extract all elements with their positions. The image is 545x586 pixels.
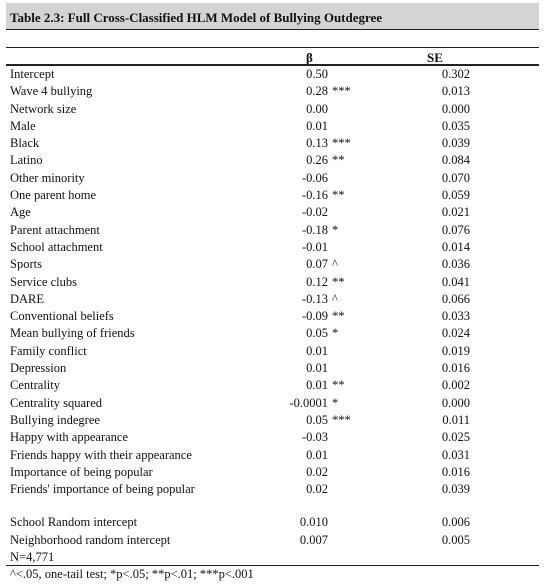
row-label: Network size (10, 101, 77, 116)
row-label: Intercept (10, 67, 55, 81)
beta-value: 0.02 (306, 482, 328, 497)
table-title: Table 2.3: Full Cross-Classified HLM Model of Bullying Outdegree (10, 10, 383, 25)
beta-value: -0.18 (301, 222, 328, 237)
row-label: Neighborhood random intercept (10, 532, 171, 547)
significance-marker: * (332, 222, 339, 237)
row-label: Wave 4 bullying (10, 84, 93, 99)
row-label: Family conflict (10, 343, 87, 358)
row-label: Depression (10, 361, 67, 376)
row-label: Male (10, 118, 36, 133)
table-row (0, 204, 545, 221)
se-value: 0.006 (441, 515, 470, 530)
footnote: ^<.05, one-tail test; *p<.05; **p<.01; ***p<.001 (10, 567, 254, 581)
table-row (0, 308, 545, 325)
significance-marker: * (332, 395, 339, 410)
se-value: 0.084 (441, 153, 470, 168)
table-row (0, 412, 545, 429)
table-row (0, 532, 545, 549)
se-value: 0.041 (441, 274, 470, 289)
table-row (0, 447, 545, 464)
beta-value: 0.26 (306, 153, 328, 168)
significance-marker: ** (332, 153, 345, 168)
row-label: DARE (10, 291, 45, 306)
beta-value: -0.0001 (289, 395, 328, 410)
se-value: 0.021 (441, 205, 470, 220)
beta-value: 0.05 (306, 412, 328, 427)
table-row (0, 291, 545, 308)
row-label: Latino (10, 153, 43, 168)
table-row (0, 66, 545, 83)
column-header-beta: β (306, 50, 313, 65)
significance-marker: *** (332, 412, 351, 427)
se-value: 0.014 (441, 239, 470, 254)
se-value: 0.000 (441, 101, 470, 116)
se-value: 0.039 (441, 482, 470, 497)
row-label: Other minority (10, 170, 85, 185)
row-label: Centrality (10, 378, 60, 393)
se-value: 0.076 (441, 222, 470, 237)
beta-value: 0.01 (306, 118, 328, 133)
se-value: 0.011 (442, 412, 470, 427)
table-row (0, 377, 545, 394)
row-label: School Random intercept (10, 515, 138, 530)
table-row (0, 429, 545, 446)
table-row (0, 464, 545, 481)
row-label: Importance of being popular (10, 464, 153, 479)
beta-value: 0.07 (306, 257, 328, 272)
beta-value: 0.50 (306, 67, 328, 81)
se-value: 0.016 (441, 464, 470, 479)
se-value: 0.059 (441, 188, 470, 203)
se-value: 0.036 (441, 257, 470, 272)
table-row (0, 514, 545, 531)
se-value: 0.033 (441, 309, 470, 324)
row-label: Happy with appearance (10, 430, 128, 445)
table-body (0, 66, 545, 566)
se-value: 0.031 (441, 447, 470, 462)
se-value: 0.035 (441, 118, 470, 133)
beta-value: 0.05 (306, 326, 328, 341)
significance-marker: ** (332, 274, 345, 289)
se-value: 0.002 (441, 378, 470, 393)
table-row (0, 101, 545, 118)
beta-value: -0.02 (301, 205, 328, 220)
column-header-se: SE (427, 50, 443, 65)
row-label: Friends happy with their appearance (10, 447, 192, 462)
row-label: One parent home (10, 188, 97, 203)
table-row (0, 83, 545, 100)
beta-value: 0.01 (306, 361, 328, 376)
significance-marker: ^ (332, 291, 338, 306)
row-label: School attachment (10, 239, 103, 254)
beta-value: -0.06 (301, 170, 328, 185)
beta-value: 0.007 (299, 532, 328, 547)
se-value: 0.070 (441, 170, 470, 185)
row-label: Bullying indegree (10, 412, 100, 427)
row-label: Sports (10, 257, 42, 272)
row-label: Mean bullying of friends (10, 326, 135, 341)
header-top-rule (6, 47, 539, 48)
se-value: 0.019 (441, 343, 470, 358)
se-value: 0.302 (441, 67, 470, 81)
table-row (0, 274, 545, 291)
se-value: 0.025 (441, 430, 470, 445)
beta-value: 0.12 (306, 274, 328, 289)
table-row (0, 187, 545, 204)
se-value: 0.016 (441, 361, 470, 376)
beta-value: 0.02 (306, 464, 328, 479)
significance-marker: *** (332, 84, 351, 99)
table-bottom-rule (6, 565, 539, 566)
beta-value: 0.01 (306, 343, 328, 358)
row-label: N=4,771 (10, 550, 55, 565)
section-gap (0, 498, 545, 514)
significance-marker: ** (332, 378, 345, 393)
beta-value: 0.010 (299, 515, 328, 530)
se-value: 0.024 (441, 326, 470, 341)
significance-marker: *** (332, 136, 351, 151)
row-label: Parent attachment (10, 222, 100, 237)
table-row (0, 135, 545, 152)
table-row (0, 222, 545, 239)
se-value: 0.066 (441, 291, 470, 306)
table-row (0, 325, 545, 342)
row-label: Conventional beliefs (10, 309, 114, 324)
beta-value: 0.01 (306, 447, 328, 462)
row-label: Centrality squared (10, 395, 102, 410)
se-value: 0.013 (441, 84, 470, 99)
se-value: 0.005 (441, 532, 470, 547)
table-title-bar (6, 3, 539, 30)
significance-marker: ** (332, 309, 345, 324)
row-label: Friends' importance of being popular (10, 482, 195, 497)
table-row (0, 481, 545, 498)
beta-value: -0.13 (301, 291, 328, 306)
row-label: Service clubs (10, 274, 77, 289)
significance-marker: ^ (332, 257, 338, 272)
table-row (0, 549, 545, 566)
row-label: Black (10, 136, 40, 151)
table-row (0, 395, 545, 412)
beta-value: -0.09 (301, 309, 328, 324)
table-row (0, 170, 545, 187)
beta-value: 0.00 (306, 101, 328, 116)
table-row (0, 118, 545, 135)
table-row (0, 239, 545, 256)
beta-value: 0.28 (306, 84, 328, 99)
table-row (0, 360, 545, 377)
beta-value: -0.01 (301, 239, 328, 254)
significance-marker: ** (332, 188, 345, 203)
significance-marker: * (332, 326, 339, 341)
beta-value: -0.16 (301, 188, 328, 203)
se-value: 0.000 (441, 395, 470, 410)
beta-value: 0.13 (306, 136, 328, 151)
se-value: 0.039 (441, 136, 470, 151)
beta-value: 0.01 (306, 378, 328, 393)
row-label: Age (10, 205, 31, 220)
table-row (0, 256, 545, 273)
beta-value: -0.03 (301, 430, 328, 445)
table-row (0, 343, 545, 360)
table-row (0, 152, 545, 169)
